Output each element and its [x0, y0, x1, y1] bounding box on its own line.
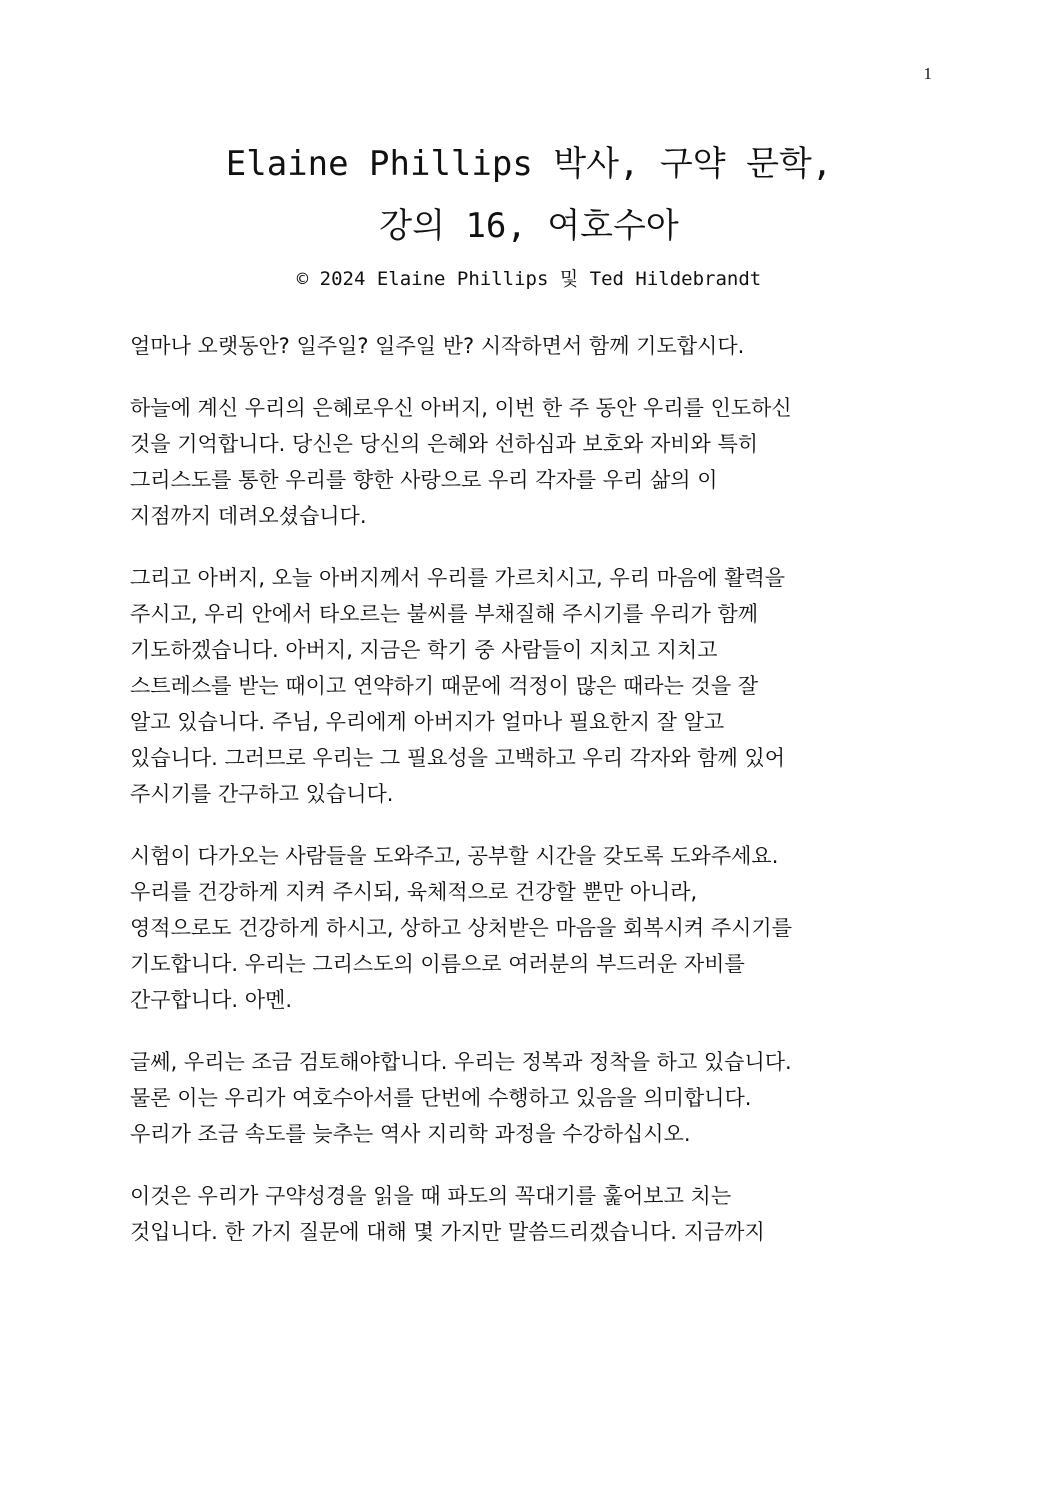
- text-line: 있습니다. 그러므로 우리는 그 필요성을 고백하고 우리 각자와 함께 있어: [130, 746, 786, 770]
- text-line: 기도하겠습니다. 아버지, 지금은 학기 중 사람들이 지치고 지치고: [130, 638, 718, 662]
- document-body: [130, 328, 930, 1276]
- paragraph: [130, 328, 930, 364]
- text-line: 하늘에 계신 우리의 은혜로우신 아버지, 이번 한 주 동안 우리를 인도하신: [130, 396, 792, 420]
- paragraph: [130, 1178, 930, 1250]
- text-line: 기도합니다. 우리는 그리스도의 이름으로 여러분의 부드러운 자비를: [130, 952, 745, 976]
- text-line: 것입니다. 한 가지 질문에 대해 몇 가지만 말씀드리겠습니다. 지금까지: [130, 1220, 765, 1244]
- text-line: 우리가 조금 속도를 늦추는 역사 지리학 과정을 수강하십시오.: [130, 1122, 691, 1146]
- copyright-notice: © 2024 Elaine Phillips 및 Ted Hildebrandt: [296, 268, 762, 290]
- paragraph: [130, 1044, 930, 1152]
- document-title-line-1: Elaine Phillips 박사, 구약 문학,: [225, 144, 833, 184]
- text-line: 간구합니다. 아멘.: [130, 988, 293, 1012]
- paragraph: [130, 560, 930, 812]
- paragraph: [130, 390, 930, 534]
- page-number: 1: [923, 64, 932, 83]
- paragraph: [130, 838, 930, 1018]
- text-line: 것을 기억합니다. 당신은 당신의 은혜와 선하심과 보호와 자비와 특히: [130, 432, 759, 456]
- text-line: 그리고 아버지, 오늘 아버지께서 우리를 가르치시고, 우리 마음에 활력을: [130, 566, 786, 590]
- document-title-line-2: 강의 16, 여호수아: [379, 206, 679, 246]
- text-line: 얼마나 오랫동안? 일주일? 일주일 반? 시작하면서 함께 기도합시다.: [130, 334, 745, 358]
- text-line: 알고 있습니다. 주님, 우리에게 아버지가 얼마나 필요한지 잘 알고: [130, 710, 725, 734]
- text-line: 물론 이는 우리가 여호수아서를 단번에 수행하고 있음을 의미합니다.: [130, 1086, 752, 1110]
- text-line: 이것은 우리가 구약성경을 읽을 때 파도의 꼭대기를 훑어보고 치는: [130, 1184, 732, 1208]
- text-line: 글쎄, 우리는 조금 검토해야합니다. 우리는 정복과 정착을 하고 있습니다.: [130, 1050, 792, 1074]
- text-line: 지점까지 데려오셨습니다.: [130, 504, 367, 528]
- text-line: 시험이 다가오는 사람들을 도와주고, 공부할 시간을 갖도록 도와주세요.: [130, 844, 779, 868]
- text-line: 주시고, 우리 안에서 타오르는 불씨를 부채질해 주시기를 우리가 함께: [130, 602, 759, 626]
- text-line: 영적으로도 건강하게 하시고, 상하고 상처받은 마음을 회복시켜 주시기를: [130, 916, 792, 940]
- text-line: 스트레스를 받는 때이고 연약하기 때문에 걱정이 많은 때라는 것을 잘: [130, 674, 759, 698]
- text-line: 우리를 건강하게 지켜 주시되, 육체적으로 건강할 뿐만 아니라,: [130, 880, 698, 904]
- text-line: 주시기를 간구하고 있습니다.: [130, 782, 394, 806]
- text-line: 그리스도를 통한 우리를 향한 사랑으로 우리 각자를 우리 삶의 이: [130, 468, 718, 492]
